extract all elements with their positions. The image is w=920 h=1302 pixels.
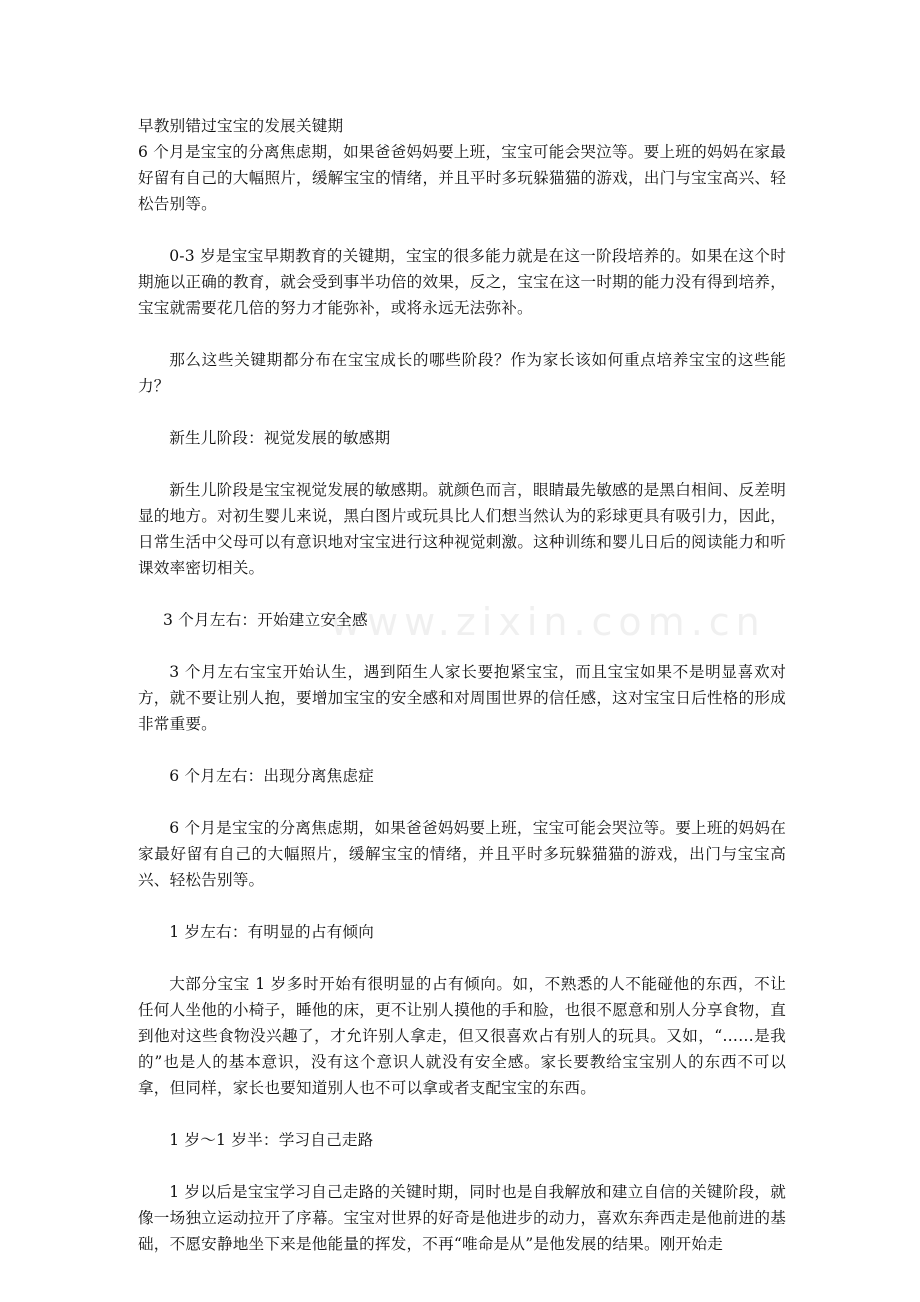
paragraph-key-period: 0-3 岁是宝宝早期教育的关键期，宝宝的很多能力就是在这一阶段培养的。如果在这个时期施以正确的教育，就会受到事半功倍的效果，反之，宝宝在这一时期的能力没有得到培养，宝宝就需要花几倍的努力才能弥补，或将永远无法弥补。 [138, 247, 786, 317]
paragraph-gap [138, 217, 786, 243]
paragraph-gap [138, 893, 786, 919]
section-body-newborn: 新生儿阶段是宝宝视觉发展的敏感期。就颜色而言，眼睛最先敏感的是黑白相间、反差明显的地方。对初生婴儿来说，黑白图片或玩具比人们想当然认为的彩球更具有吸引力，因此，日常生活中父母可以有意识地对宝宝进行这种视觉刺激。这种训练和婴儿日后的阅读能力和听课效率密切相关。 [138, 481, 786, 577]
paragraph-gap [138, 321, 786, 347]
section-heading-3-months: 3 个月左右：开始建立安全感 [162, 611, 368, 629]
intro-paragraph: 6 个月是宝宝的分离焦虑期，如果爸爸妈妈要上班，宝宝可能会哭泣等。要上班的妈妈在家最好留有自己的大幅照片，缓解宝宝的情绪，并且平时多玩躲猫猫的游戏，出门与宝宝高兴、轻松告别等。 [138, 143, 786, 213]
section-body-1-year: 大部分宝宝 1 岁多时开始有很明显的占有倾向。如，不熟悉的人不能碰他的东西，不让任何人坐他的小椅子，睡他的床，更不让别人摸他的手和脸，也很不愿意和别人分享食物，直到他对这些食物没兴趣了，才允许别人拿走，但又很喜欢占有别人的玩具。又如，“……是我的”也是人的基本意识，没有这个意识人就没有安全感。家长要教给宝宝别人的东西不可以拿，但同样，家长也要知道别人也不可以拿或者支配宝宝的东西。 [138, 975, 786, 1097]
paragraph-gap [138, 451, 786, 477]
document-content [138, 113, 786, 1257]
section-heading-6-months: 6 个月左右：出现分离焦虑症 [169, 767, 374, 785]
section-body-6-months: 6 个月是宝宝的分离焦虑期，如果爸爸妈妈要上班，宝宝可能会哭泣等。要上班的妈妈在家最好留有自己的大幅照片，缓解宝宝的情绪，并且平时多玩躲猫猫的游戏，出门与宝宝高兴、轻松告别等。 [138, 819, 786, 889]
paragraph-gap [138, 737, 786, 763]
section-heading-1-year: 1 岁左右：有明显的占有倾向 [169, 923, 374, 941]
paragraph-question: 那么这些关键期都分布在宝宝成长的哪些阶段？作为家长该如何重点培养宝宝的这些能力？ [138, 351, 786, 395]
paragraph-gap [138, 1153, 786, 1179]
paragraph-gap [138, 633, 786, 659]
paragraph-gap [138, 1101, 786, 1127]
paragraph-gap [138, 581, 786, 607]
watermark: www.zixin.com.cn [330, 600, 766, 644]
section-body-3-months: 3 个月左右宝宝开始认生，遇到陌生人家长要抱紧宝宝，而且宝宝如果不是明显喜欢对方，就不要让别人抱，要增加宝宝的安全感和对周围世界的信任感，这对宝宝日后性格的形成非常重要。 [138, 663, 786, 733]
paragraph-gap [138, 399, 786, 425]
paragraph-gap [138, 945, 786, 971]
section-body-walking: 1 岁以后是宝宝学习自己走路的关键时期，同时也是自我解放和建立自信的关键阶段，就像一场独立运动拉开了序幕。宝宝对世界的好奇是他进步的动力，喜欢东奔西走是他前进的基础，不愿安静地坐下来是他能量的挥发，不再“唯命是从”是他发展的结果。刚开始走 [138, 1183, 786, 1253]
document-title: 早教别错过宝宝的发展关键期 [138, 117, 344, 135]
section-heading-newborn: 新生儿阶段：视觉发展的敏感期 [169, 429, 391, 447]
section-heading-walking: 1 岁～1 岁半：学习自己走路 [169, 1131, 374, 1149]
paragraph-gap [138, 789, 786, 815]
